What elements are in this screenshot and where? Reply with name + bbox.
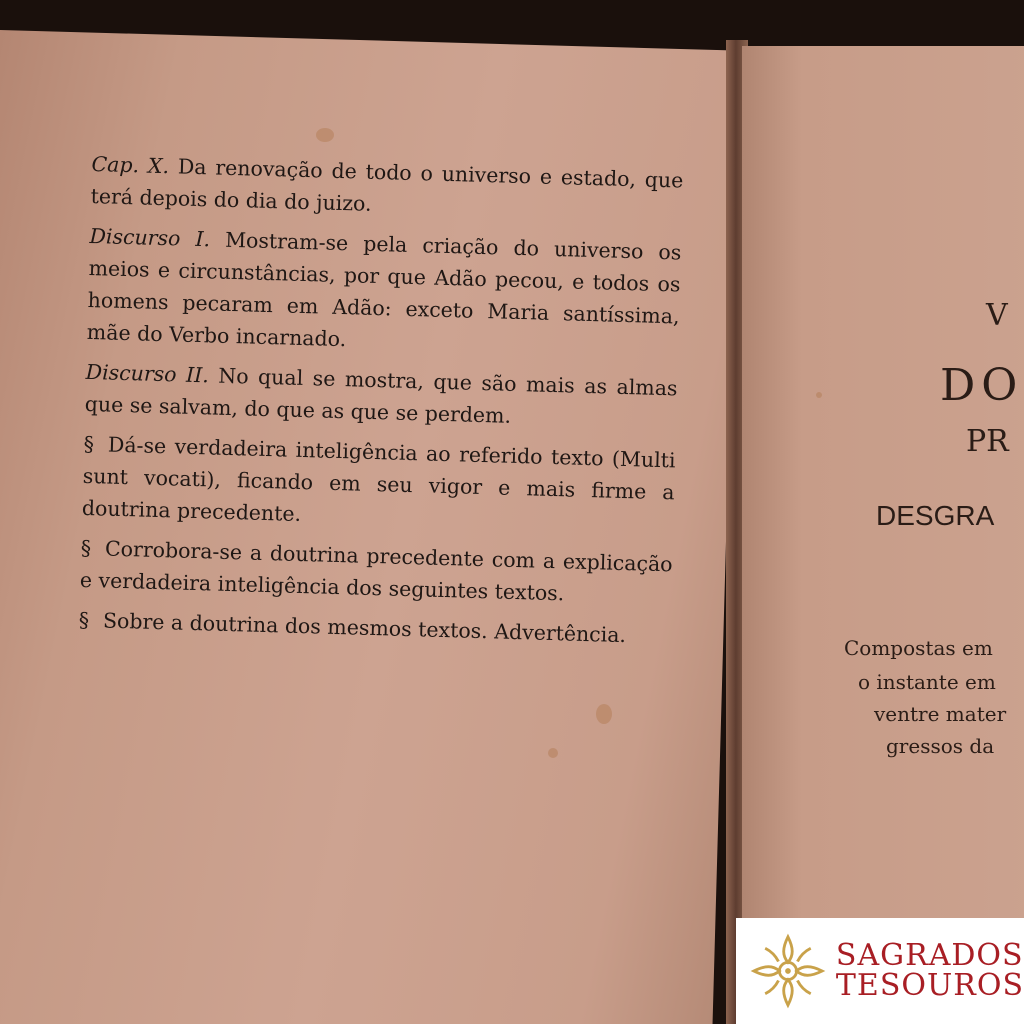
right-body-line: ventre mater bbox=[874, 702, 1007, 726]
toc-entry bbox=[84, 356, 678, 437]
right-body-line: Compostas em bbox=[844, 636, 993, 660]
section-symbol: § bbox=[80, 535, 92, 561]
right-title-line: V bbox=[986, 298, 1008, 333]
entry-lead: Cap. X. bbox=[91, 151, 170, 179]
right-body-line: gressos da bbox=[886, 734, 995, 758]
section-symbol: § bbox=[78, 607, 90, 633]
foxing-spot bbox=[316, 128, 334, 142]
right-title-line: DO bbox=[940, 360, 1024, 411]
watermark-text bbox=[835, 938, 1024, 1003]
right-page bbox=[742, 46, 1024, 1024]
section-text: Sobre a doutrina dos mesmos textos. Advertência. bbox=[102, 608, 627, 648]
watermark-line: TESOUROS bbox=[835, 968, 1024, 1003]
entry-lead: Discurso I. bbox=[89, 223, 211, 252]
entry-text: Da renovação de todo o universo e estado, que terá depois do dia do juizo. bbox=[90, 154, 684, 216]
foxing-spot bbox=[596, 704, 612, 724]
right-body-line: o instante em bbox=[858, 670, 996, 694]
foxing-spot bbox=[816, 392, 822, 398]
right-title-line: DESGRA bbox=[876, 500, 995, 531]
watermark-logo bbox=[736, 918, 1024, 1024]
entry-text: No qual se mostra, que são mais as almas que se salvam, do que as que se perdem. bbox=[84, 363, 678, 428]
table-of-contents-text bbox=[78, 148, 684, 660]
entry-text: Mostram-se pela criação do universo os meios e circunstâncias, por que Adão pecou, e todos os homens pecaram em Adão: exceto Maria santíssima, mãe do Verbo incarnado. bbox=[86, 227, 682, 352]
foxing-spot bbox=[548, 748, 558, 758]
toc-section bbox=[82, 428, 676, 540]
toc-section bbox=[78, 604, 671, 653]
section-text: Corrobora-se a doutrina precedente com a explicação e verdadeira inteligência dos seguintes textos. bbox=[79, 536, 673, 606]
ornamental-cross-icon bbox=[750, 931, 826, 1011]
entry-lead: Discurso II. bbox=[85, 359, 210, 388]
toc-entry bbox=[86, 220, 681, 364]
section-symbol: § bbox=[83, 431, 95, 457]
watermark-line: SAGRADOS bbox=[835, 938, 1024, 973]
section-text: Dá-se verdadeira inteligência ao referido texto (Multi sunt vocati), ficando em seu vigor e mais firme a doutrina precedente. bbox=[81, 432, 676, 526]
toc-section bbox=[79, 532, 673, 613]
right-title-line: PR bbox=[966, 424, 1009, 459]
